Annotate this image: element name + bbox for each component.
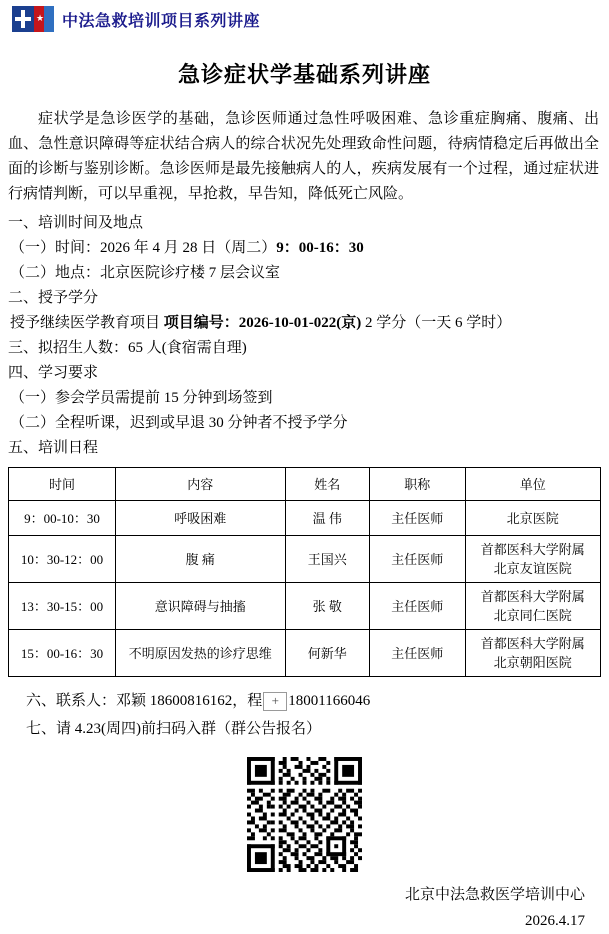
- post-table-section: [0, 677, 609, 743]
- cell-name: 王国兴: [285, 536, 369, 583]
- wechat-group-qr-code-icon[interactable]: [247, 757, 362, 872]
- cell-name: 张 敬: [285, 583, 369, 630]
- section-heading-1: 一、培训时间及地点: [8, 215, 144, 231]
- credit-prefix: 授予继续医学教育项目: [10, 315, 161, 331]
- cell-title: 主任医师: [369, 536, 465, 583]
- cell-org-line2: 北京同仁医院: [493, 608, 572, 623]
- cell-topic: 不明原因发热的诊疗思维: [116, 630, 286, 677]
- training-time-value: 9：00-16：30: [276, 240, 364, 256]
- table-header-row: [9, 468, 601, 501]
- footer-date: 2026.4.17: [525, 913, 585, 929]
- schedule-table-container: [0, 461, 609, 677]
- training-location-line: （二）地点：北京医院诊疗楼 7 层会议室: [10, 265, 281, 281]
- section-heading-4: 四、学习要求: [8, 365, 99, 381]
- document-header: [0, 0, 609, 36]
- cell-org: [465, 583, 600, 630]
- contact-prefix: 六、联系人：邓颖 18600816162，程: [26, 693, 263, 709]
- table-row: [9, 501, 601, 536]
- cell-org: [465, 536, 600, 583]
- cell-org-line1: 首都医科大学附属: [480, 589, 585, 604]
- requirement-2: （二）全程听课，迟到或早退 30 分钟者不授予学分: [10, 415, 348, 431]
- cell-topic: 腹 痛: [116, 536, 286, 583]
- cell-time: 10：30-12：00: [9, 536, 116, 583]
- credit-line: [8, 311, 599, 336]
- qr-note-line: 七、请 4.23(周四)前扫码入群（群公告报名）: [26, 721, 321, 737]
- footer-organization: 北京中法急救医学培训中心: [404, 887, 585, 903]
- cell-org: [465, 630, 600, 677]
- cell-org-line2: 北京友谊医院: [493, 561, 572, 576]
- column-header-time: 时间: [9, 468, 116, 501]
- training-time-line: [8, 236, 599, 261]
- header-title: 中法急救培训项目系列讲座: [62, 12, 261, 30]
- add-icon[interactable]: +: [263, 692, 287, 711]
- cell-topic: 意识障碍与抽搐: [116, 583, 286, 630]
- requirement-1: （一）参会学员需提前 15 分钟到场签到: [10, 390, 273, 406]
- cell-name: 何新华: [285, 630, 369, 677]
- china-france-emergency-logo-icon: ★: [12, 6, 54, 32]
- column-header-org: 单位: [465, 468, 600, 501]
- table-row: [9, 536, 601, 583]
- contact-line: [8, 687, 599, 715]
- table-row: [9, 583, 601, 630]
- cell-title: 主任医师: [369, 583, 465, 630]
- page-title: 急诊症状学基础系列讲座: [177, 62, 431, 87]
- credit-project-number: 项目编号：2026-10-01-022(京): [163, 315, 362, 331]
- qr-code-container: [0, 757, 609, 872]
- cell-time: 15：00-16：30: [9, 630, 116, 677]
- cell-topic: 呼吸困难: [116, 501, 286, 536]
- table-row: [9, 630, 601, 677]
- cell-org-line1: 首都医科大学附属: [480, 542, 585, 557]
- contact-suffix: 18001166046: [288, 693, 371, 709]
- document-footer: [0, 872, 609, 934]
- document-body: [0, 107, 609, 461]
- cell-org-line1: 首都医科大学附属: [480, 636, 585, 651]
- cell-name: 温 伟: [285, 501, 369, 536]
- section-heading-3: 三、拟招生人数：65 人(食宿需自理): [8, 340, 247, 356]
- cell-title: 主任医师: [369, 501, 465, 536]
- training-time-prefix: （一）时间：2026 年 4 月 28 日（周二）: [10, 240, 277, 256]
- cell-title: 主任医师: [369, 630, 465, 677]
- schedule-table: [8, 467, 601, 677]
- column-header-name: 姓名: [285, 468, 369, 501]
- cell-org-line2: 北京朝阳医院: [493, 655, 572, 670]
- cell-org: [465, 501, 600, 536]
- cell-org-line1: 北京医院: [506, 510, 559, 526]
- column-header-topic: 内容: [116, 468, 286, 501]
- section-heading-2: 二、授予学分: [8, 290, 99, 306]
- cell-time: 13：30-15：00: [9, 583, 116, 630]
- credit-suffix: 2 学分（一天 6 学时）: [365, 315, 512, 331]
- section-heading-5: 五、培训日程: [8, 440, 99, 456]
- column-header-title: 职称: [369, 468, 465, 501]
- cell-time: 9：00-10：30: [9, 501, 116, 536]
- intro-paragraph: 症状学是急诊医学的基础，急诊医师通过急性呼吸困难、急诊重症胸痛、腹痛、出血、急性意识障碍等症状结合病人的综合状况先处理致命性问题，待病情稳定后再做出全面的诊断与鉴别诊断。急诊医师是最先接触病人的人，疾病发展有一个过程，通过症状进行病情判断，可以早重视，早抢救，早告知，降低死亡风险。: [8, 111, 599, 202]
